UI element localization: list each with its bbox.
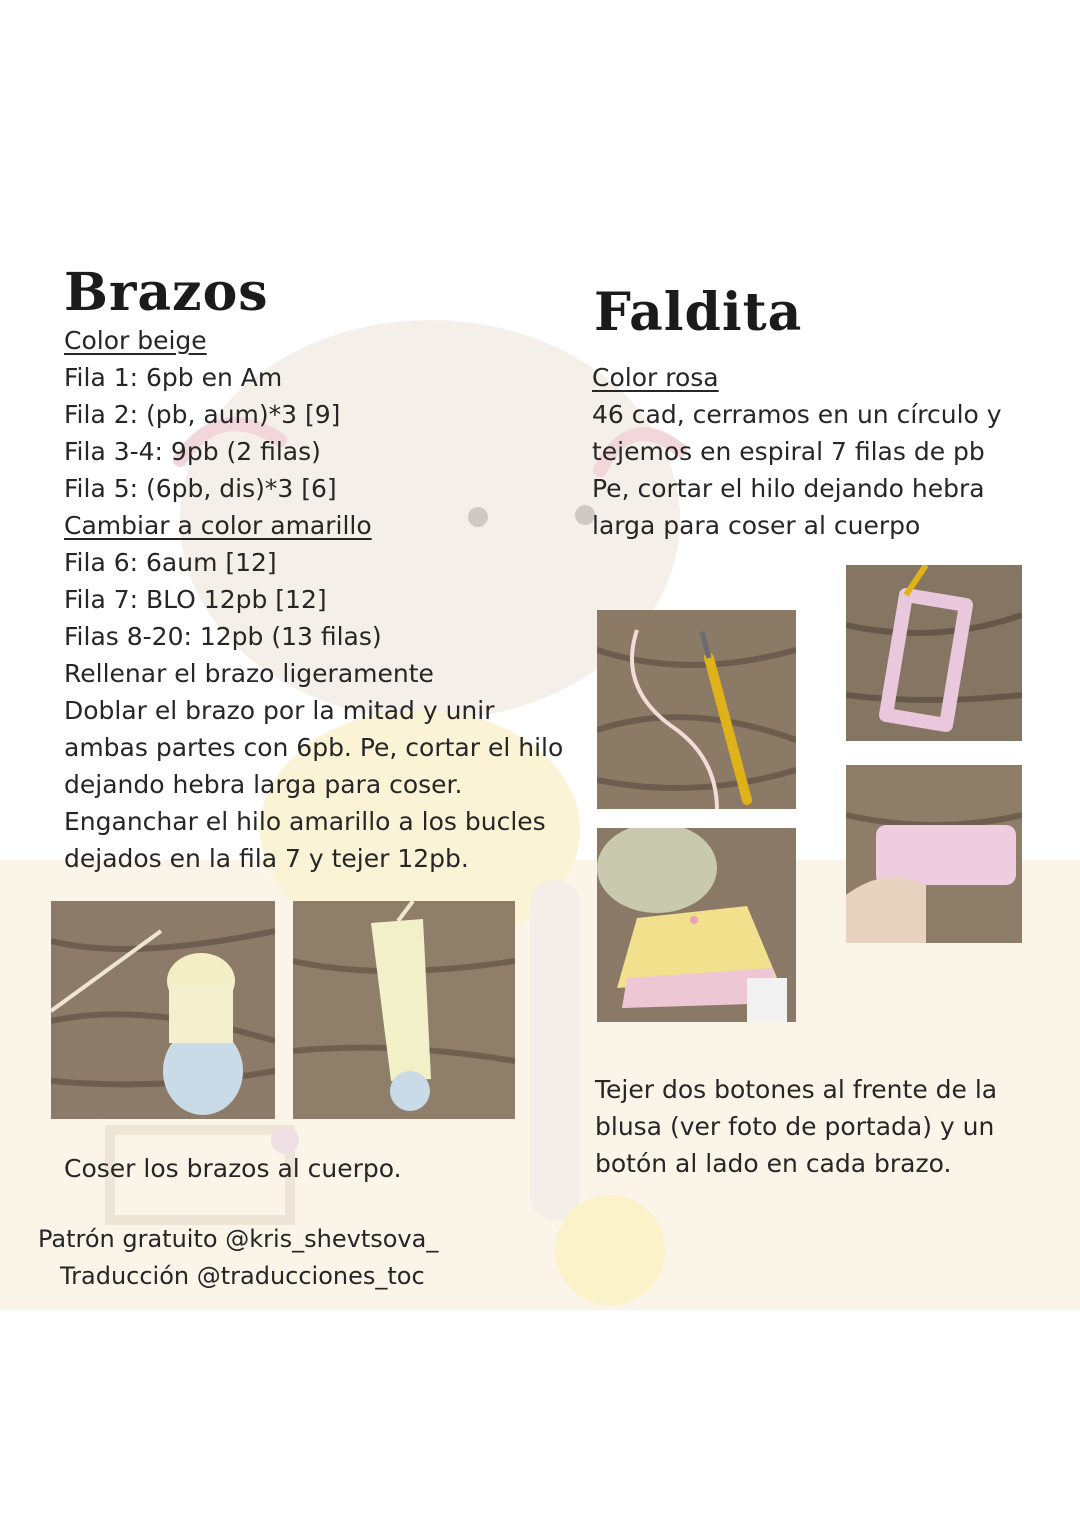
brazos-instruction-line: Fila 1: 6pb en Am <box>64 363 283 392</box>
brazos-instruction-line: Rellenar el brazo ligeramente <box>64 659 434 688</box>
brazos-instruction-line: Enganchar el hilo amarillo a los bucles <box>64 807 546 836</box>
faldita-instruction-line: larga para coser al cuerpo <box>592 511 921 540</box>
brazos-sew-note: Coser los brazos al cuerpo. <box>64 1154 402 1183</box>
brazos-heading: Brazos <box>64 262 269 323</box>
faldita-instruction-line: tejemos en espiral 7 filas de pb <box>592 437 985 466</box>
brazos-instructions <box>64 322 563 877</box>
faldita-buttons-note <box>595 1071 997 1182</box>
faldita-instruction-line: Pe, cortar el hilo dejando hebra <box>592 474 985 503</box>
faldita-instructions <box>592 359 1002 544</box>
brazos-instruction-line: Fila 3-4: 9pb (2 filas) <box>64 437 321 466</box>
skirt-photo-band <box>846 765 1022 943</box>
buttons-note-line: blusa (ver foto de portada) y un <box>595 1112 995 1141</box>
brazos-instruction-line: dejados en la fila 7 y tejer 12pb. <box>64 844 469 873</box>
faldita-instruction-line: 46 cad, cerramos en un círculo y <box>592 400 1002 429</box>
buttons-note-line: Tejer dos botones al frente de la <box>595 1075 998 1104</box>
brazos-instruction-line: dejando hebra larga para coser. <box>64 770 463 799</box>
brazos-section-label: Color beige <box>64 326 207 355</box>
brazos-instruction-line: Doblar el brazo por la mitad y unir <box>64 696 495 725</box>
credits <box>38 1221 438 1295</box>
brazos-instruction-line: Fila 5: (6pb, dis)*3 [6] <box>64 474 337 503</box>
brazos-instruction-line: ambas partes con 6pb. Pe, cortar el hilo <box>64 733 564 762</box>
faldita-section-label: Color rosa <box>592 363 719 392</box>
brazos-instruction-line: Fila 2: (pb, aum)*3 [9] <box>64 400 341 429</box>
arm-photo-1 <box>51 901 275 1119</box>
skirt-photo-chain <box>846 565 1022 741</box>
faldita-heading: Faldita <box>594 282 803 343</box>
buttons-note-line: botón al lado en cada brazo. <box>595 1149 952 1178</box>
brazos-instruction-line: Filas 8-20: 12pb (13 filas) <box>64 622 382 651</box>
skirt-photo-doll <box>597 828 796 1022</box>
brazos-instruction-line: Fila 6: 6aum [12] <box>64 548 277 577</box>
arm-photo-2 <box>293 901 515 1119</box>
credit-pattern: Patrón gratuito @kris_shevtsova_ <box>38 1225 439 1253</box>
credit-translation: Traducción @traducciones_toc <box>60 1262 425 1290</box>
brazos-instruction-line: Fila 7: BLO 12pb [12] <box>64 585 327 614</box>
brazos-section-label: Cambiar a color amarillo <box>64 511 372 540</box>
skirt-photo-hook <box>597 610 796 809</box>
